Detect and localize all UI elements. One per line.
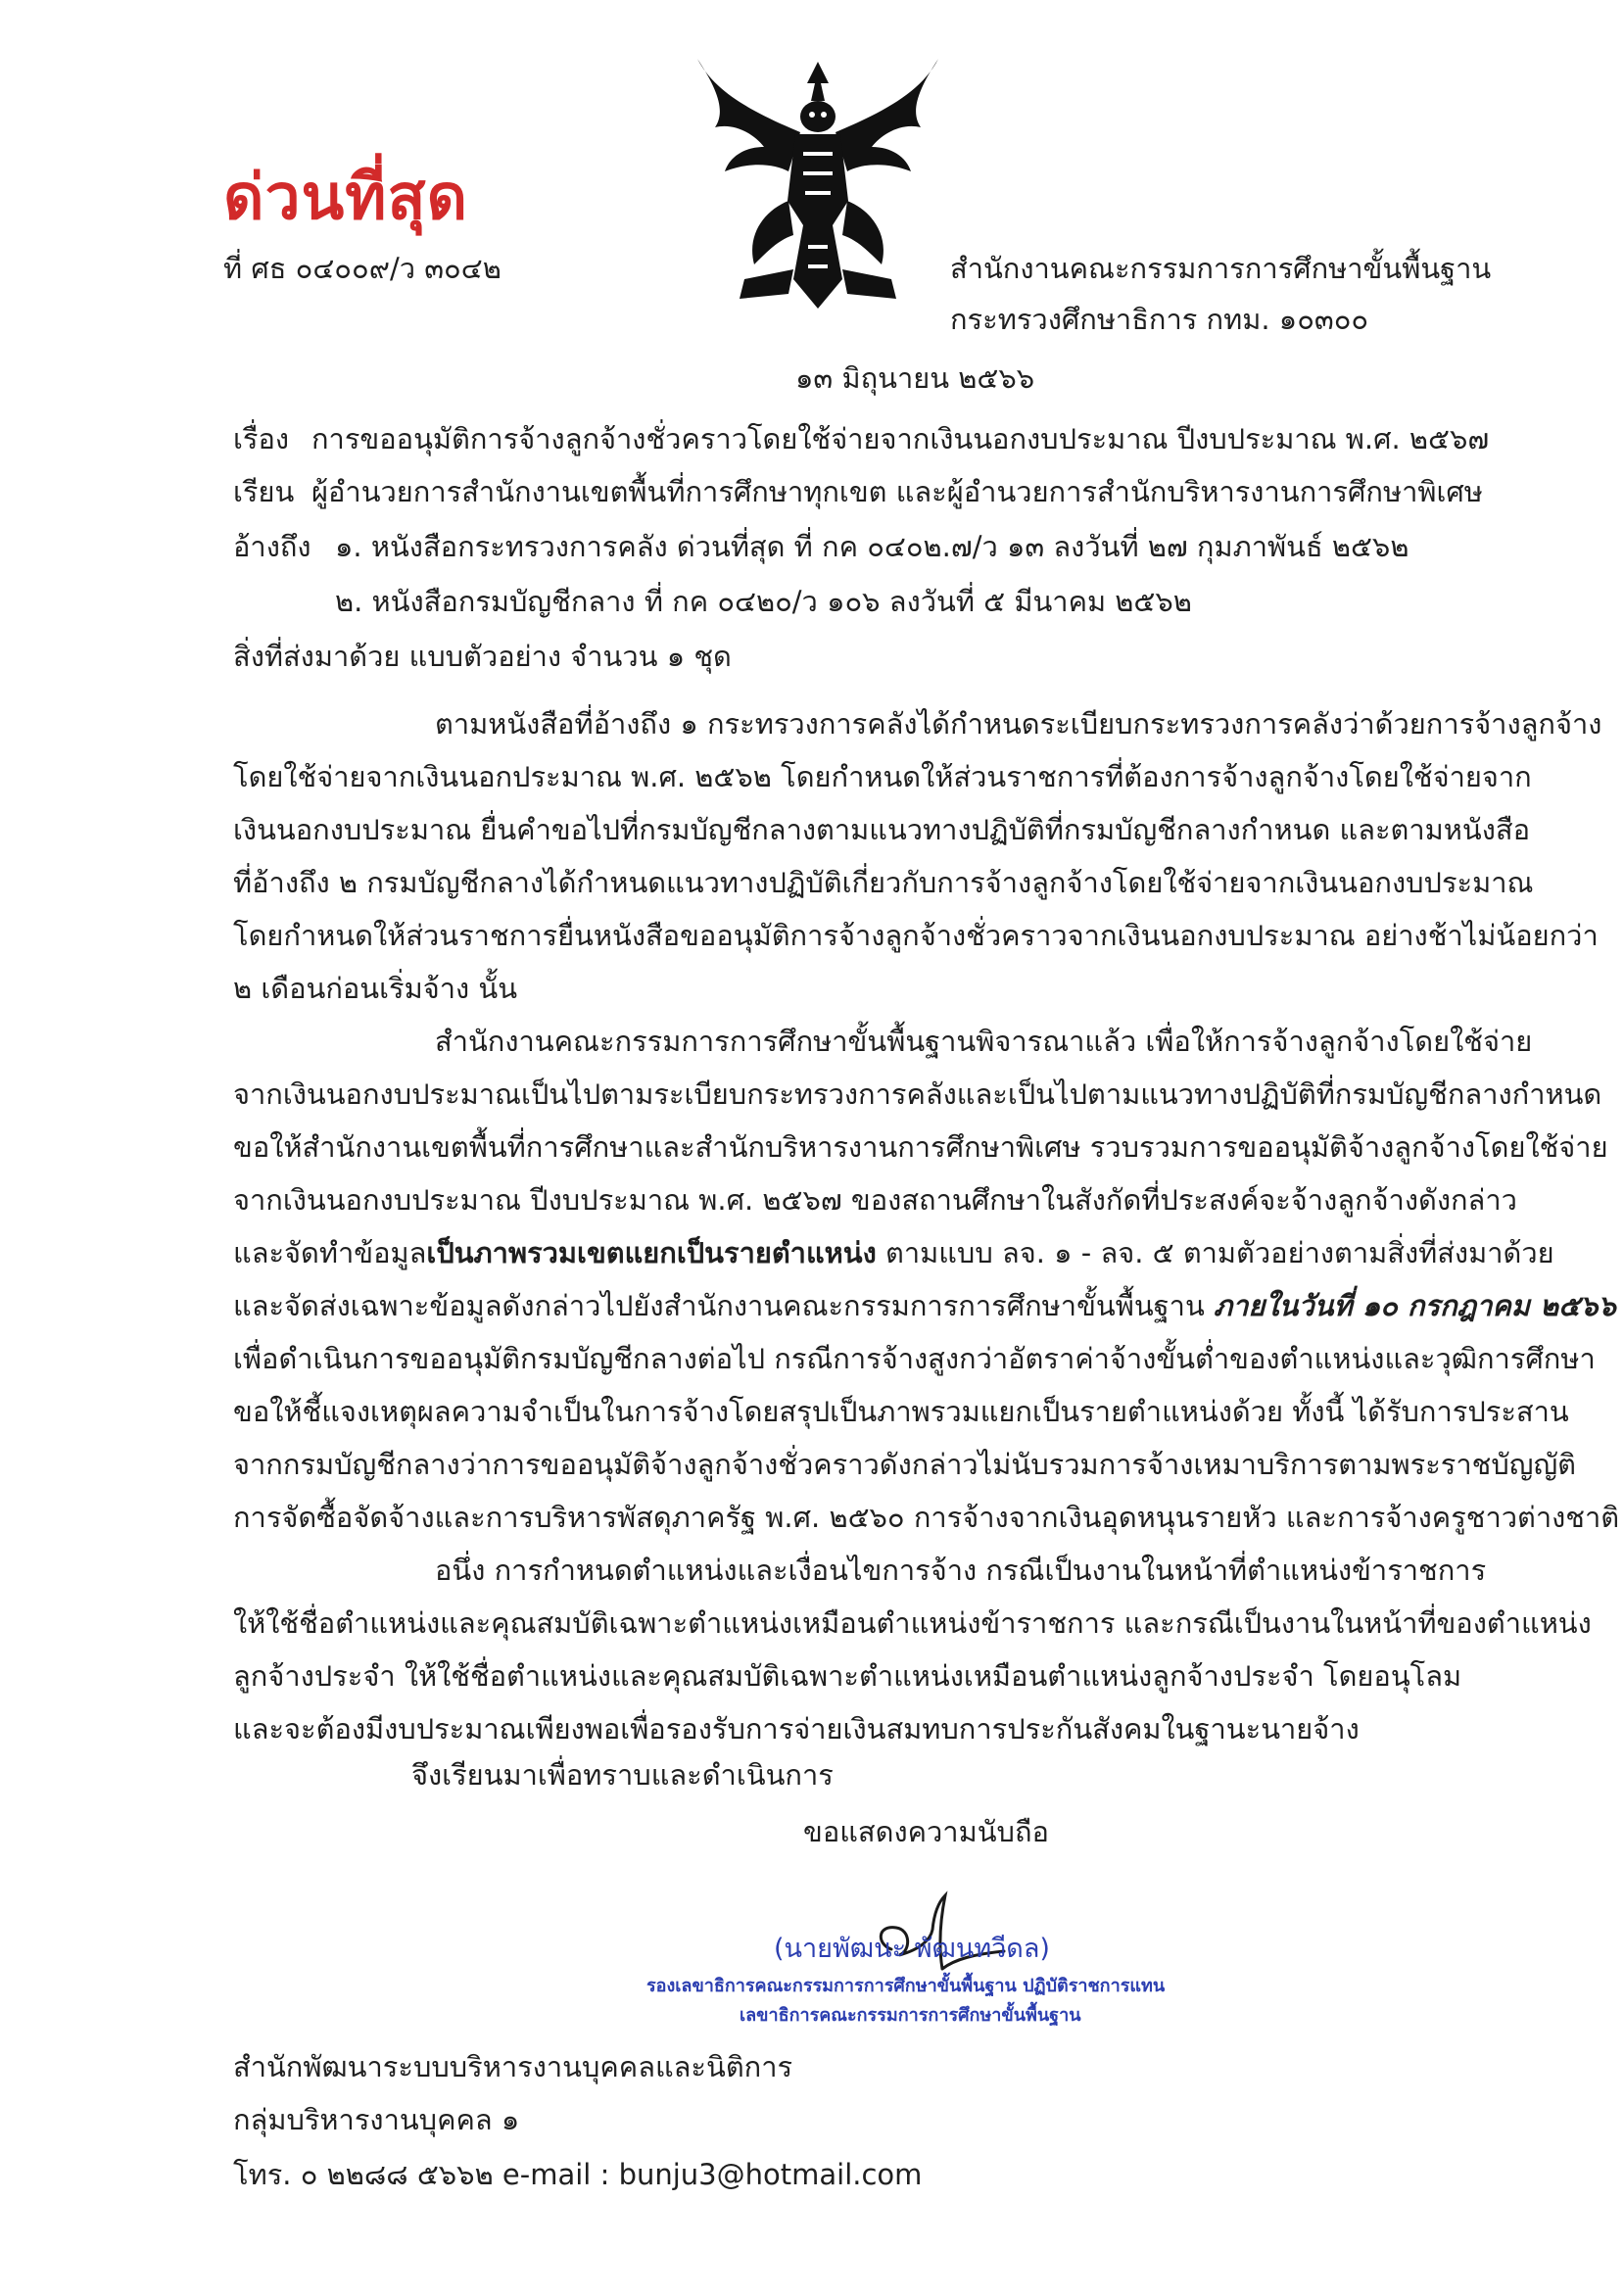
paragraph-line: เงินนอกงบประมาณ ยื่นคำขอไปที่กรมบัญชีกลางตามแนวทางปฏิบัติที่กรมบัญชีกลางกำหนด และตามหนังสือ xyxy=(233,813,1531,846)
paragraph-line: เพื่อดำเนินการขออนุมัติกรมบัญชีกลางต่อไป กรณีการจ้างสูงกว่าอัตราค่าจ้างขั้นต่ำของตำแหน่งและวุฒิการศึกษา xyxy=(233,1342,1596,1375)
text-run: และจัดส่งเฉพาะข้อมูลดังกล่าวไปยังสำนักงานคณะกรรมการการศึกษาขั้นพื้นฐาน xyxy=(233,1289,1214,1322)
paragraph-line: จากกรมบัญชีกลางว่าการขออนุมัติจ้างลูกจ้างชั่วคราวดังกล่าวไม่นับรวมการจ้างเหมาบริการตามพระราชบัญญัติ xyxy=(233,1448,1576,1481)
footer-unit: สำนักพัฒนาระบบบริหารงานบุคคลและนิติการ xyxy=(233,2050,793,2083)
paragraph-line: โดยกำหนดให้ส่วนราชการยื่นหนังสือขออนุมัติการจ้างลูกจ้างชั่วคราวจากเงินนอกงบประมาณ อย่างช้าไม่น้อยกว่า xyxy=(233,919,1599,952)
footer-group: กลุ่มบริหารงานบุคคล ๑ xyxy=(233,2103,520,2136)
text-run: ตามแบบ ลจ. ๑ - ลจ. ๕ ตามตัวอย่างตามสิ่งที่ส่งมาด้วย xyxy=(876,1236,1554,1269)
body-paragraph-1 xyxy=(233,697,1602,1015)
subject-label: เรื่อง xyxy=(233,422,290,455)
closing-line: จึงเรียนมาเพื่อทราบและดำเนินการ xyxy=(411,1758,834,1792)
paragraph-line: สำนักงานคณะกรรมการการศึกษาขั้นพื้นฐานพิจารณาแล้ว เพื่อให้การจ้างลูกจ้างโดยใช้จ่าย xyxy=(435,1025,1533,1058)
document-number: ที่ ศธ ๐๔๐๐๙/ว ๓๐๔๒ xyxy=(223,252,502,285)
paragraph-line xyxy=(233,1279,1616,1332)
signer-title: รองเลขาธิการคณะกรรมการการศึกษาขั้นพื้นฐาน ปฏิบัติราชการแทน xyxy=(646,1976,1166,1996)
to-label: เรียน xyxy=(233,475,295,508)
paragraph-line: ที่อ้างถึง ๒ กรมบัญชีกลางได้กำหนดแนวทางปฏิบัติเกี่ยวกับการจ้างลูกจ้างโดยใช้จ่ายจากเงินนอกงบประมาณ xyxy=(233,866,1534,899)
signer-title: เลขาธิการคณะกรรมการการศึกษาขั้นพื้นฐาน xyxy=(740,2005,1081,2026)
paragraph-line: จากเงินนอกงบประมาณ ปีงบประมาณ พ.ศ. ๒๕๖๗ ของสถานศึกษาในสังกัดที่ประสงค์จะจ้างลูกจ้างดังกล่าว xyxy=(233,1183,1517,1217)
paragraph-line: ๒ เดือนก่อนเริ่มจ้าง นั้น xyxy=(233,972,518,1005)
paragraph-line: การจัดซื้อจัดจ้างและการบริหารพัสดุภาครัฐ พ.ศ. ๒๕๖๐ การจ้างจากเงินอุดหนุนรายหัว และการจ้างครูชาวต่างชาติ xyxy=(233,1501,1620,1534)
paragraph-line: ให้ใช้ชื่อตำแหน่งและคุณสมบัติเฉพาะตำแหน่งเหมือนตำแหน่งข้าราชการ และกรณีเป็นงานในหน้าที่ของตำแหน่ง xyxy=(233,1606,1592,1640)
paragraph-line: อนึ่ง การกำหนดตำแหน่งและเงื่อนไขการจ้าง กรณีเป็นงานในหน้าที่ตำแหน่งข้าราชการ xyxy=(435,1554,1487,1587)
reference-label: อ้างถึง xyxy=(233,530,311,563)
paragraph-line: โดยใช้จ่ายจากเงินนอกประมาณ พ.ศ. ๒๕๖๒ โดยกำหนดให้ส่วนราชการที่ต้องการจ้างลูกจ้างโดยใช้จ่ายจาก xyxy=(233,760,1532,793)
regards-line: ขอแสดงความนับถือ xyxy=(803,1815,1049,1848)
paragraph-line: จากเงินนอกงบประมาณเป็นไปตามระเบียบกระทรวงการคลังและเป็นไปตามแนวทางปฏิบัติที่กรมบัญชีกลางกำหนด xyxy=(233,1077,1602,1111)
office-name: สำนักงานคณะกรรมการการศึกษาขั้นพื้นฐาน xyxy=(950,252,1492,285)
signer-name: (นายพัฒนะ พัฒนทวีดล) xyxy=(774,1934,1050,1964)
body-paragraph-3 xyxy=(233,1544,1592,1755)
paragraph-line: ตามหนังสือที่อ้างถึง ๑ กระทรวงการคลังได้กำหนดระเบียบกระทรวงการคลังว่าด้วยการจ้างลูกจ้าง xyxy=(435,707,1602,741)
document-date: ๑๓ มิถุนายน ๒๕๖๖ xyxy=(795,361,1035,395)
garuda-emblem-icon xyxy=(686,54,950,318)
reference-item: ๒. หนังสือกรมบัญชีกลาง ที่ กค ๐๔๒๐/ว ๑๐๖ ลงวันที่ ๕ มีนาคม ๒๕๖๒ xyxy=(335,585,1192,618)
deadline-text: ภายในวันที่ ๑๐ กรกฎาคม ๒๕๖๖ xyxy=(1214,1289,1616,1322)
paragraph-line: และจะต้องมีงบประมาณเพียงพอเพื่อรองรับการจ่ายเงินสมทบการประกันสังคมในฐานะนายจ้าง xyxy=(233,1712,1360,1746)
reference-item: ๑. หนังสือกระทรวงการคลัง ด่วนที่สุด ที่ กค ๐๔๐๒.๗/ว ๑๓ ลงวันที่ ๒๗ กุมภาพันธ์ ๒๕๖๒ xyxy=(335,530,1409,563)
text-run: และจัดทำข้อมูล xyxy=(233,1236,427,1269)
paragraph-line xyxy=(233,1226,1554,1279)
body-paragraph-2 xyxy=(233,1015,1620,1544)
urgent-stamp: ด่วนที่สุด xyxy=(223,162,469,234)
footer-contact: โทร. ๐ ๒๒๘๘ ๕๖๖๒ e-mail : bunju3@hotmail.com xyxy=(233,2158,923,2191)
to-text: ผู้อำนวยการสำนักงานเขตพื้นที่การศึกษาทุกเขต และผู้อำนวยการสำนักบริหารงานการศึกษาพิเศษ xyxy=(311,475,1483,508)
subject-text: การขออนุมัติการจ้างลูกจ้างชั่วคราวโดยใช้จ่ายจากเงินนอกงบประมาณ ปีงบประมาณ พ.ศ. ๒๕๖๗ xyxy=(311,422,1490,455)
paragraph-line: ขอให้สำนักงานเขตพื้นที่การศึกษาและสำนักบริหารงานการศึกษาพิเศษ รวบรวมการขออนุมัติจ้างลูกจ้างโดยใช้จ่าย xyxy=(233,1130,1608,1164)
paragraph-line: ขอให้ชี้แจงเหตุผลความจำเป็นในการจ้างโดยสรุปเป็นภาพรวมแยกเป็นรายตำแหน่งด้วย ทั้งนี้ ได้รับการประสาน xyxy=(233,1395,1569,1428)
paragraph-line: ลูกจ้างประจำ ให้ใช้ชื่อตำแหน่งและคุณสมบัติเฉพาะตำแหน่งเหมือนตำแหน่งลูกจ้างประจำ โดยอนุโลม xyxy=(233,1659,1462,1693)
office-address: กระทรวงศึกษาธิการ กทม. ๑๐๓๐๐ xyxy=(950,303,1369,336)
enclosure-line: สิ่งที่ส่งมาด้วย แบบตัวอย่าง จำนวน ๑ ชุด xyxy=(233,640,732,673)
emphasis-text: เป็นภาพรวมเขตแยกเป็นรายตำแหน่ง xyxy=(426,1236,877,1269)
